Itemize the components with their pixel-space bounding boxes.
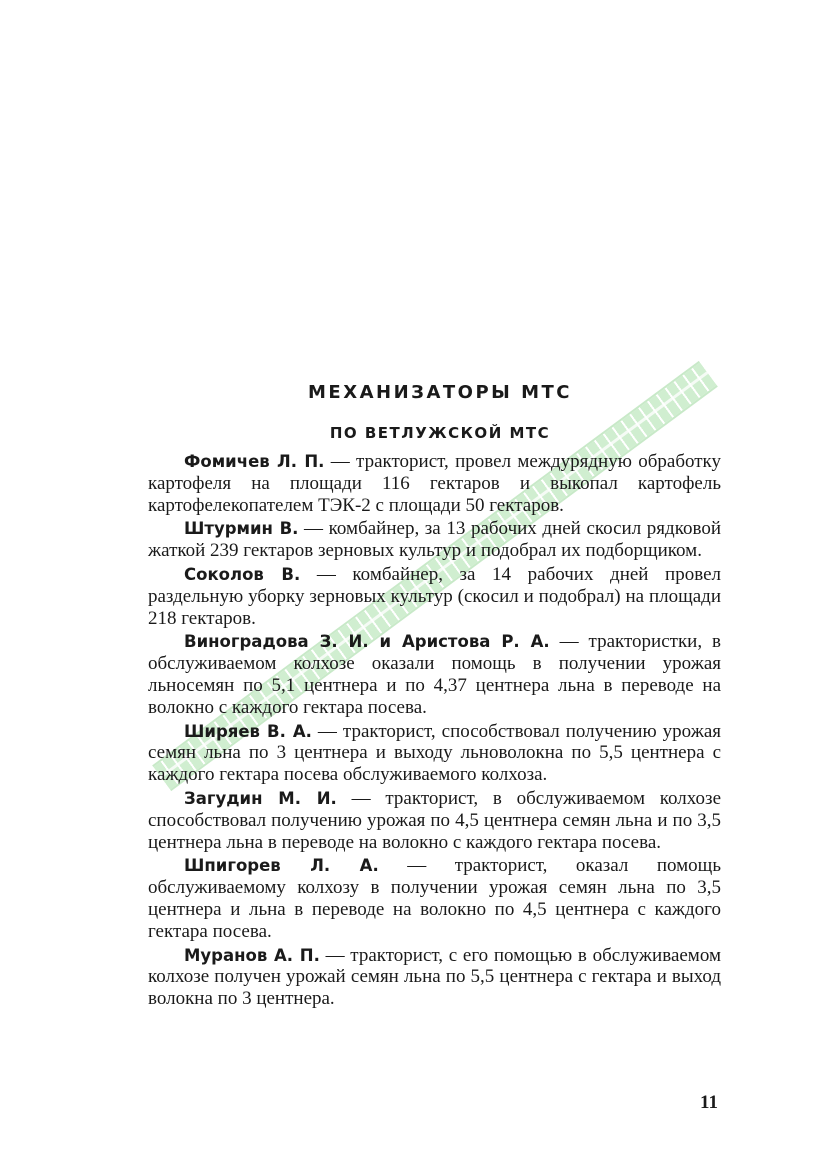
entry-name: Виноградова З. И. и Аристова Р. А. — [184, 632, 550, 652]
entry-name: Шпигорев Л. А. — [184, 856, 379, 876]
entry-text: — трактористки, в обслуживаемом колхозе оказали помощь в получении урожая льносемян по 5,1 центнера и по 4,37 центнера льна в переводе на волокно с каждого гектара посева. — [148, 631, 721, 718]
entry-paragraph — [148, 451, 721, 516]
entry-paragraph — [148, 945, 721, 1010]
page-number: 11 — [700, 1092, 718, 1113]
entry-text: — комбайнер, за 13 рабочих дней скосил рядковой жаткой 239 гектаров зерновых культур и подобрал их подборщиком. — [148, 518, 721, 562]
entry-paragraph — [148, 788, 721, 853]
entry-name: Загудин М. И. — [184, 788, 337, 808]
section-subtitle: ПО ВЕТЛУЖСКОЙ МТС — [329, 424, 551, 442]
document-body — [148, 451, 721, 1012]
entry-text: — тракторист, с его помощью в обслуживаемом колхозе получен урожай семян льна по 5,5 центнера с гектара и выход волокна по 3 центнера. — [148, 944, 721, 1010]
entry-name: Соколов В. — [184, 564, 301, 584]
entry-text: — комбайнер, за 14 рабочих дней провел раздельную уборку зерновых культур (скосил и подобрал) на площади 218 гектаров. — [148, 563, 721, 629]
entry-name: Фомичев Л. П. — [184, 452, 325, 471]
entry-paragraph — [148, 631, 721, 718]
entry-text: — тракторист, оказал помощь обслуживаемому колхозу в получении урожая семян льна по 3,5 центнера и льна в переводе на волокно по 4,5 центнера с каждого гектара посева. — [148, 855, 721, 942]
entry-name: Муранов А. П. — [184, 945, 320, 965]
entry-text: — тракторист, провел междурядную обработку картофеля на площади 116 гектаров и выкопал картофель картофелекопателем ТЭК-2 с площади 50 гектаров. — [148, 451, 721, 516]
page-title: МЕХАНИЗАТОРЫ МТС — [308, 382, 572, 403]
entry-paragraph — [148, 518, 721, 562]
entry-paragraph — [148, 564, 721, 629]
entry-text: — тракторист, в обслуживаемом колхозе способствовал получению урожая по 4,5 центнера семян льна и по 3,5 центнера льна в переводе на волокно с каждого гектара посева. — [148, 787, 721, 853]
entry-name: Штурмин В. — [184, 519, 299, 539]
entry-name: Ширяев В. А. — [184, 721, 312, 741]
entry-text: — тракторист, способствовал получению урожая семян льна по 3 центнера и выходу льноволокна по 5,5 центнера с каждого гектара посева обслуживаемого колхоза. — [148, 720, 721, 786]
entry-paragraph — [148, 721, 721, 786]
entry-paragraph — [148, 855, 721, 942]
